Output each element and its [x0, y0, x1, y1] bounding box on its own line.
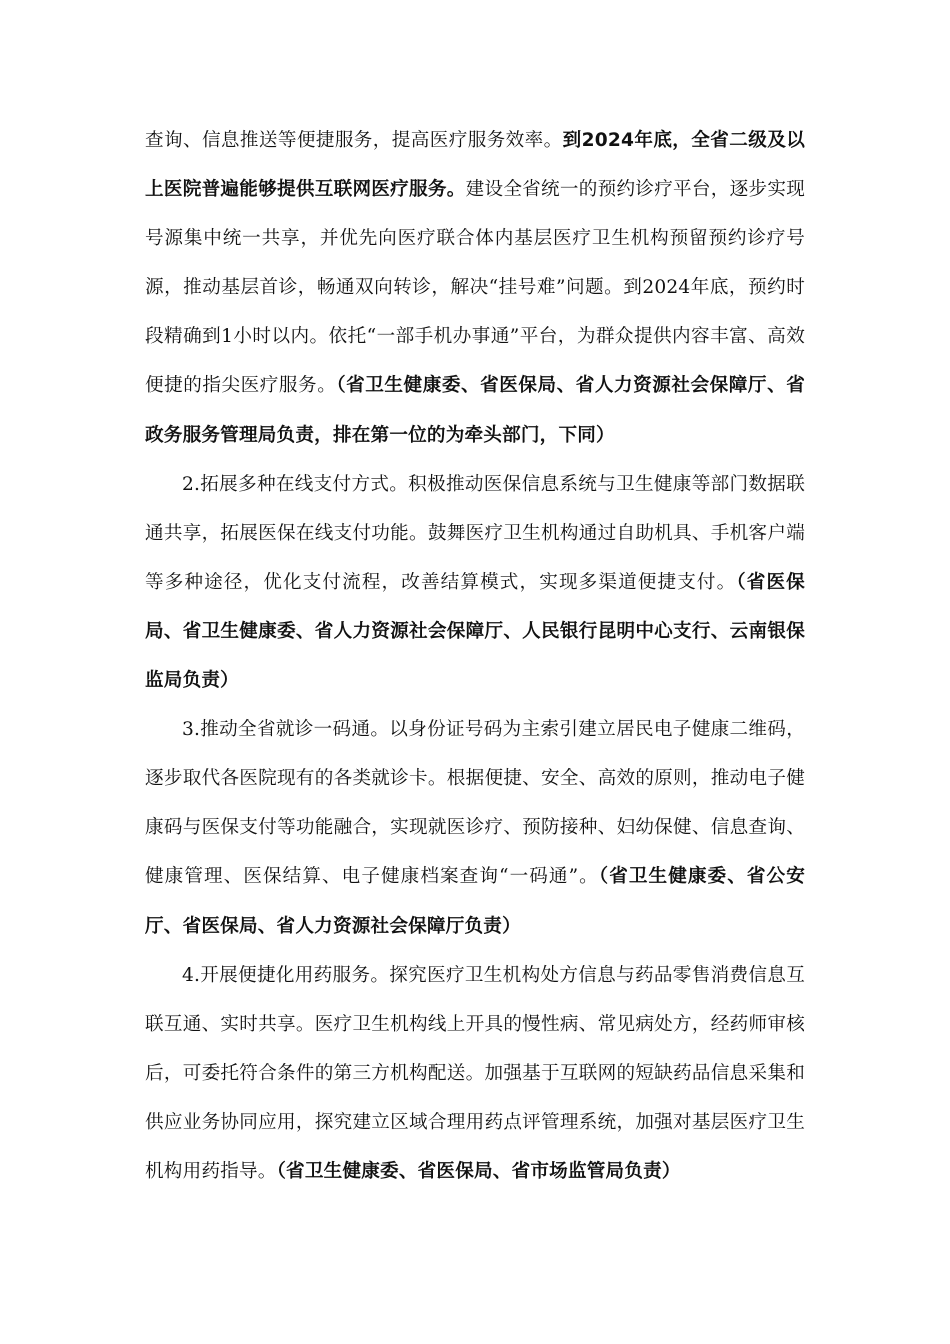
paragraph-text: 查询、信息推送等便捷服务，提高医疗服务效率。	[145, 130, 563, 151]
paragraph-bold-text: 到2024年底，全省二级及以上医院普遍能够提供互联网医疗服务。	[145, 130, 805, 201]
paragraph-continuation	[145, 116, 805, 460]
paragraph-item-3	[145, 705, 805, 950]
responsible-departments: （省卫生健康委、省医保局、省人力资源社会保障厅、省政务服务管理局负责，排在第一位的为牵头部门，下同）	[145, 375, 805, 446]
responsible-departments: （省医保局、省卫生健康委、省人力资源社会保障厅、人民银行昆明中心支行、云南银保监局负责）	[145, 571, 805, 692]
paragraph-text: 建设全省统一的预约诊疗平台，逐步实现号源集中统一共享，并优先向医疗联合体内基层医疗卫生机构预留预约诊疗号源，推动基层首诊，畅通双向转诊，解决“挂号难”问题。到2024年底，预约时段精确到1小时以内。依托“一部手机办事通”平台，为群众提供内容丰富、高效便捷的指尖医疗服务。	[145, 179, 805, 397]
paragraph-text: 2.拓展多种在线支付方式。积极推动医保信息系统与卫生健康等部门数据联通共享，拓展医保在线支付功能。鼓舞医疗卫生机构通过自助机具、手机客户端等多种途径，优化支付流程，改善结算模式，实现多渠道便捷支付。	[145, 473, 805, 593]
responsible-departments: （省卫生健康委、省医保局、省市场监管局负责）	[276, 1160, 681, 1182]
responsible-departments: （省卫生健康委、省公安厅、省医保局、省人力资源社会保障厅负责）	[145, 866, 806, 937]
paragraph-item-4	[145, 951, 805, 1196]
document-body	[145, 116, 805, 1196]
paragraph-item-2	[145, 460, 805, 705]
paragraph-text: 4.开展便捷化用药服务。探究医疗卫生机构处方信息与药品零售消费信息互联互通、实时共享。医疗卫生机构线上开具的慢性病、常见病处方，经药师审核后，可委托符合条件的第三方机构配送。加强基于互联网的短缺药品信息采集和供应业务协同应用，探究建立区域合理用药点评管理系统，加强对基层医疗卫生机构用药指导。	[145, 964, 805, 1182]
paragraph-text: 3.推动全省就诊一码通。以身份证号码为主索引建立居民电子健康二维码，逐步取代各医院现有的各类就诊卡。根据便捷、安全、高效的原则，推动电子健康码与医保支付等功能融合，实现就医诊疗、预防接种、妇幼保健、信息查询、健康管理、医保结算、电子健康档案查询“一码通”。	[145, 719, 805, 888]
